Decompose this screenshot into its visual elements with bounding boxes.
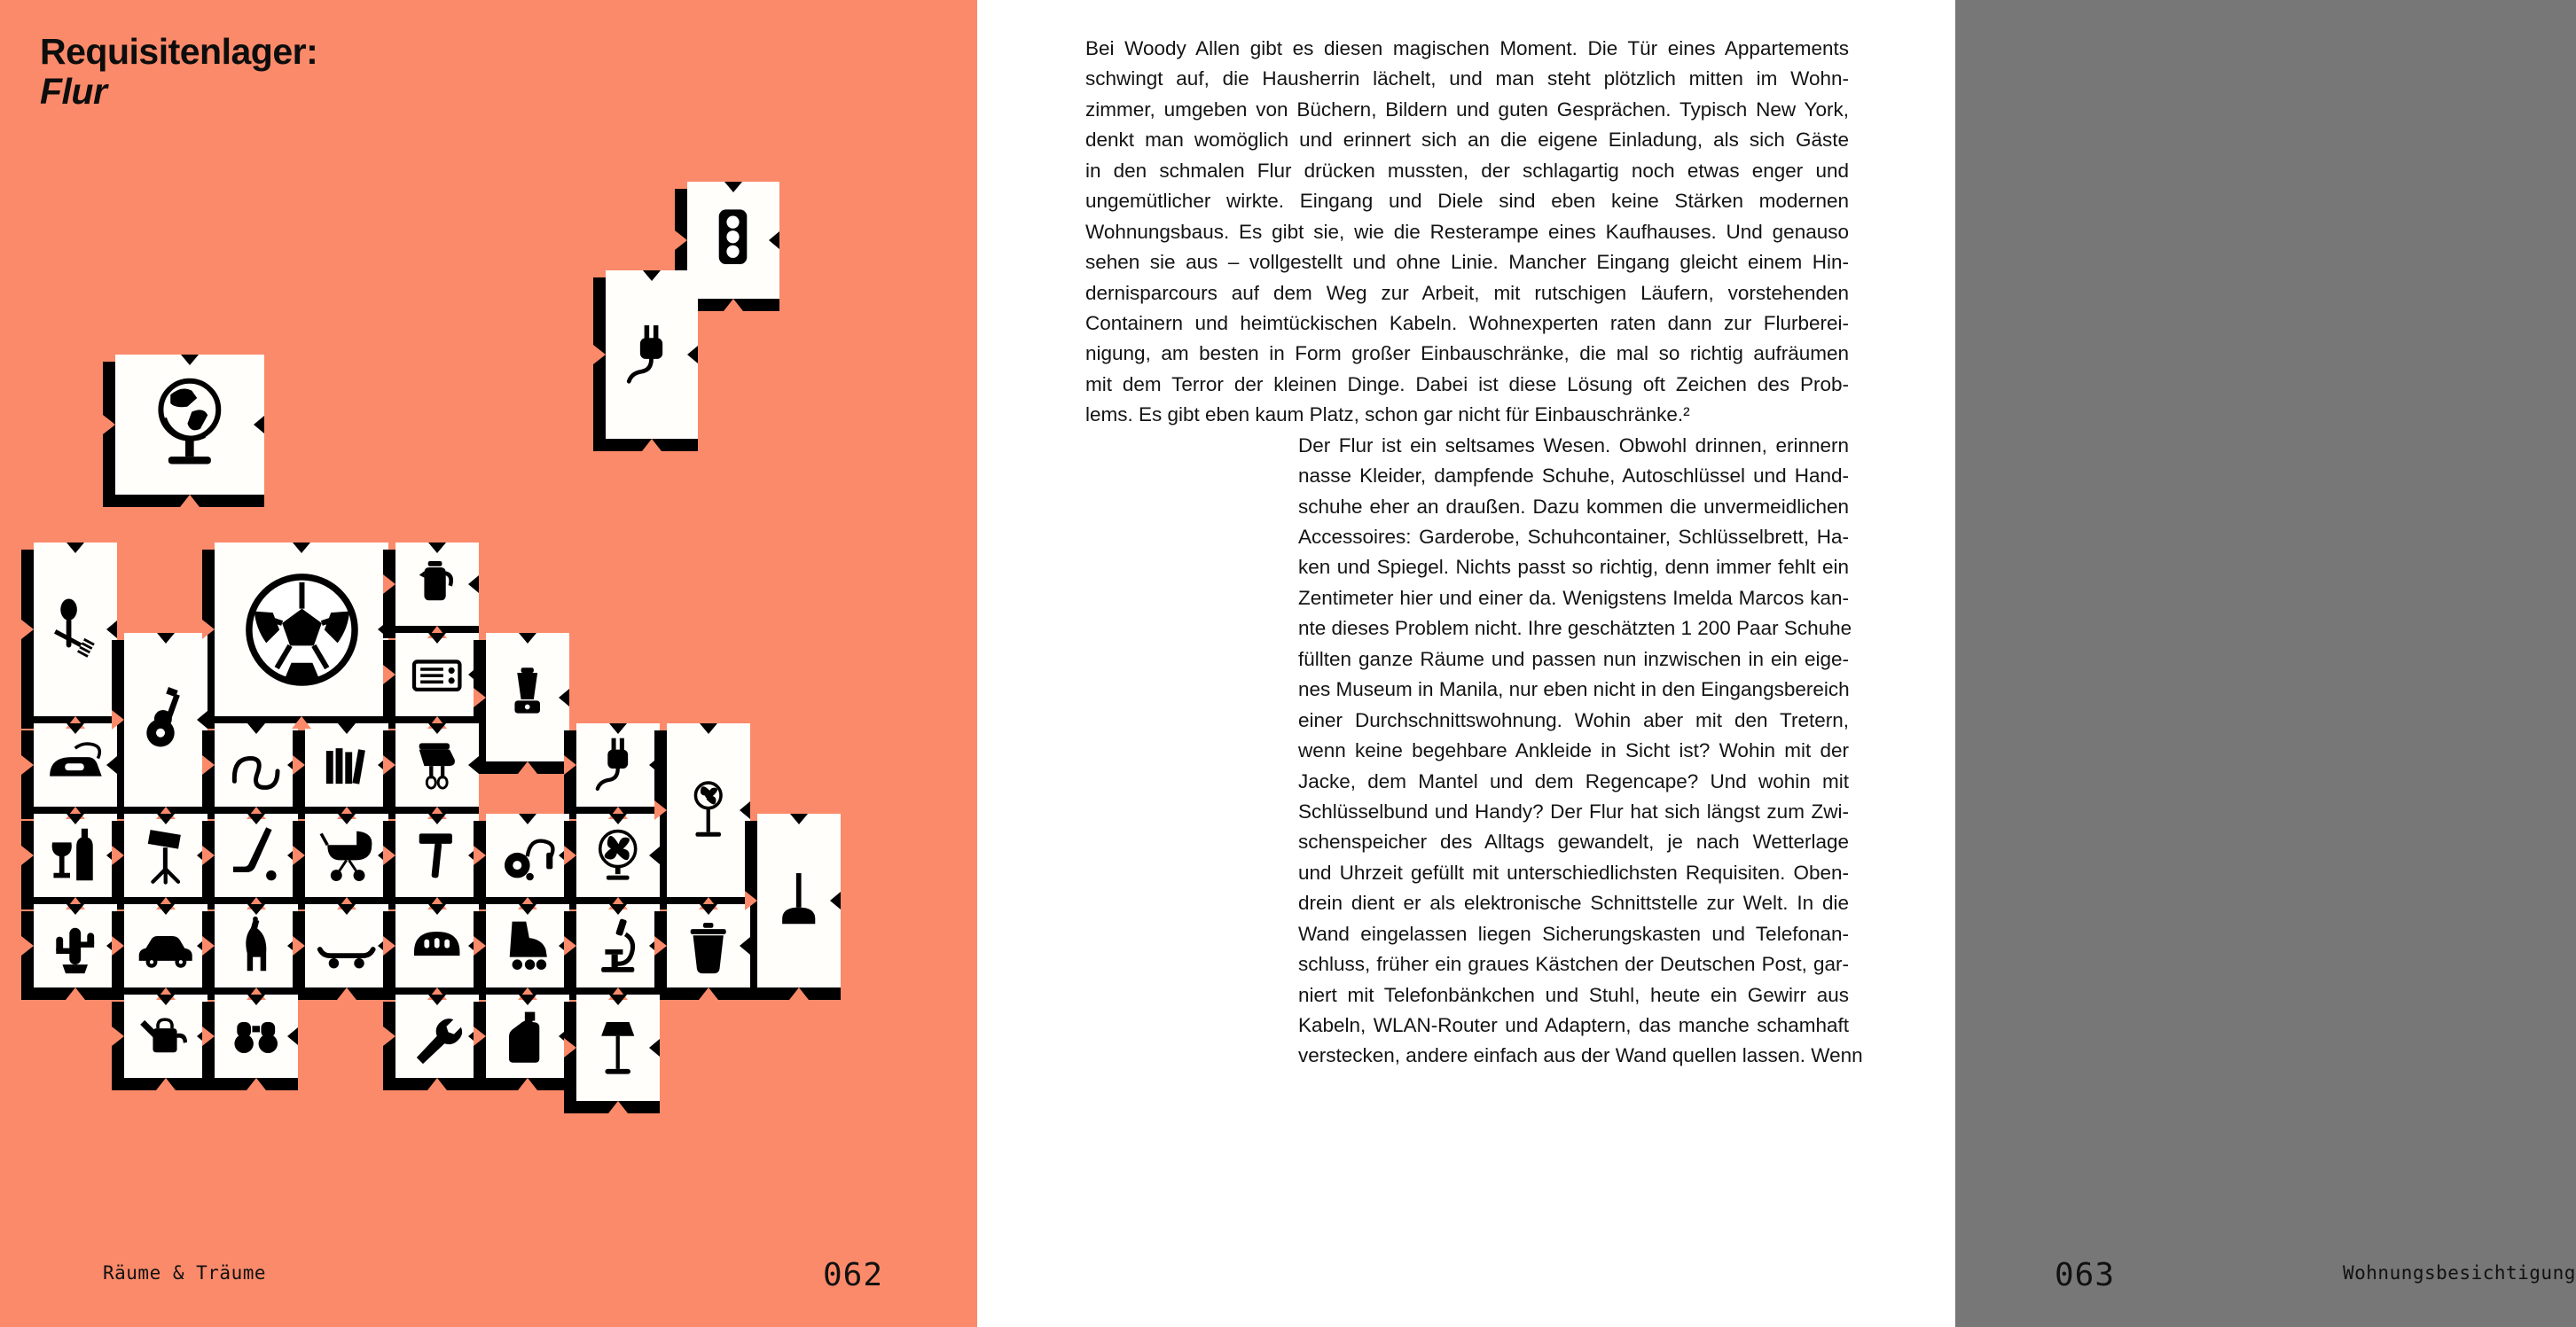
running-title-right: Wohnungsbesichtigung [2343, 1262, 2576, 1284]
text-line: wenn keine begehbare Ankleide in Sicht ist? Wohin mit der [1298, 739, 1849, 762]
vacuum-cleaner-icon [496, 824, 559, 886]
text-line: Accessoires: Garderobe, Schuhcontainer, Schlüsselbrett, Ha- [1298, 526, 1849, 548]
tile-notch [112, 710, 124, 730]
tile-notch [518, 761, 537, 774]
tile-notch [112, 846, 124, 865]
text-line: ungemütlicher wirkte. Eingang und Diele sind eben keine Stärken modernen [1085, 190, 1849, 213]
tile-notch [518, 1078, 537, 1090]
tile-notch [428, 814, 446, 824]
tile-notch [197, 711, 207, 729]
tile-notch [247, 1078, 266, 1090]
tile-notch [157, 633, 175, 644]
tile-notch [790, 814, 808, 824]
tile-notch [254, 416, 264, 433]
plunger-icon [767, 835, 830, 967]
tile-books [305, 723, 388, 807]
giraffe-icon [224, 914, 287, 977]
globe-icon [133, 371, 247, 478]
tile-notch [642, 439, 662, 451]
page-subtitle: Flur [40, 71, 107, 112]
tile-notch [292, 716, 311, 729]
tile-notch [247, 814, 265, 824]
text-line: zimmer, umgeben von Büchern, Bildern und guten Gesprächen. Typisch New York, [1085, 98, 1849, 121]
text-line: Bei Woody Allen gibt es diesen magischen Moment. Die Tür eines Appartements [1085, 37, 1849, 59]
tile-notch [67, 543, 84, 553]
tile-watering-can [124, 995, 207, 1078]
text-line: schluss, früher ein graues Kästchen der Deutschen Post, gar- [1298, 953, 1849, 976]
tile-notch [293, 936, 305, 956]
tile-giraffe [215, 904, 298, 987]
soccer-ball-icon [236, 564, 368, 696]
tile-notch [745, 891, 757, 910]
tile-toaster-oven [395, 633, 479, 716]
text-line: Wand eingelassen liegen Sicherungskasten und Telefonan- [1298, 922, 1849, 945]
binoculars-icon [224, 1004, 287, 1067]
tile-notch [383, 1026, 395, 1046]
tile-hockey-stick [215, 814, 298, 897]
tile-car [124, 904, 207, 987]
tile-notch [383, 574, 395, 594]
tile-traffic-light [687, 182, 779, 299]
tile-notch [564, 846, 576, 865]
tile-notch [609, 995, 627, 1005]
text-line: Kabeln, WLAN-Router und Adaptern, das manche schamhaft [1298, 1014, 1849, 1036]
tile-notch [468, 666, 479, 683]
text-line: schuhe eher an draußen. Dazu kommen die unvermeidlichen [1298, 495, 1849, 518]
skateboard-icon [315, 914, 378, 977]
hockey-stick-icon [224, 824, 287, 886]
tile-notch [675, 230, 687, 250]
text-line: schenspeicher des Alltags gewandelt, je nach Wetterlage [1298, 831, 1849, 854]
tile-notch [338, 814, 356, 824]
text-line: sehen sie aus – vollgestellt und ohne Linie. Mancher Eingang gleicht einem Hin- [1085, 251, 1849, 274]
toaster-oven-icon [405, 643, 468, 706]
page-number-left: 062 [823, 1257, 884, 1293]
tile-notch [649, 847, 660, 864]
tile-notch [564, 936, 576, 956]
tile-notch [202, 755, 215, 775]
tile-pedestal-fan [667, 723, 750, 897]
pedestal-fan-icon [677, 745, 740, 877]
tile-detergent-bottle [486, 995, 569, 1078]
tile-notch [157, 995, 175, 1005]
text-line: füllten ganze Räume und passen nun inzwischen in ein eige- [1298, 647, 1849, 670]
tile-notch [180, 495, 200, 507]
tile-notch [67, 814, 84, 824]
tile-notch [66, 987, 85, 1000]
microscope-icon [586, 914, 649, 977]
tile-notch [608, 1101, 628, 1113]
tile-power-plug [606, 270, 698, 439]
page-number-right: 063 [2055, 1257, 2116, 1293]
hammer-icon [405, 824, 468, 886]
page-title: Requisitenlager: [40, 31, 318, 72]
tile-soccer-ball [215, 543, 388, 716]
tile-notch [287, 1027, 298, 1045]
tile-notch [21, 846, 34, 865]
tile-notch [643, 270, 661, 281]
text-line: drein dient er als elektronische Schnittstelle zur Welt. In die [1298, 892, 1849, 915]
text-line: nte dieses Problem nicht. Ihre geschätzten 1 200 Paar Schuhe [1298, 617, 1852, 640]
tile-notch [103, 415, 115, 434]
cactus-icon [43, 914, 106, 977]
tile-notch [609, 723, 627, 734]
tile-notch [247, 723, 265, 734]
tile-notch [181, 355, 199, 365]
iron-icon [43, 733, 106, 796]
tile-notch [21, 755, 34, 775]
books-icon [315, 733, 378, 796]
paragraph-2 [1085, 431, 1863, 1072]
tile-notch [293, 755, 305, 775]
tile-notch [383, 755, 395, 775]
blender-icon [496, 648, 559, 745]
running-title-left: Räume & Träume [103, 1262, 267, 1284]
tile-notch [468, 575, 479, 593]
stroller-icon [315, 824, 378, 886]
roller-skate-icon [496, 914, 559, 977]
guitar-icon [134, 654, 197, 786]
paragraph-1 [1085, 34, 1849, 431]
tile-notch [700, 904, 717, 915]
tile-microscope [576, 904, 660, 987]
wine-icon [43, 824, 106, 886]
tile-cable [215, 723, 298, 807]
trash-can-icon [677, 914, 740, 977]
car-icon [134, 914, 197, 977]
tile-notch [654, 936, 667, 956]
power-plug-icon [586, 733, 649, 796]
text-line: niert mit Telefonbänkchen und Stuhl, heute ein Gewirr aus [1298, 983, 1849, 1006]
tile-notch [700, 723, 717, 734]
tile-notch [67, 723, 84, 734]
tile-notch [769, 231, 779, 249]
tile-stroller [305, 814, 388, 897]
text-line: einer Durchschnittswohnung. Wohin aber mit den Tretern, [1298, 708, 1849, 731]
desk-fan-icon [586, 824, 649, 886]
tile-notch [789, 987, 809, 1000]
text-line: schwingt auf, die Hausherrin lächelt, und man steht plötzlich mitten im Wohn- [1085, 67, 1849, 90]
tile-notch [157, 904, 175, 915]
text-line: ken und Spiegel. Nichts passt so richtig, denn immer fehlt ein [1298, 556, 1849, 579]
tile-notch [247, 995, 265, 1005]
text-line: in den schmalen Flur drücken mussten, der schlagartig noch etwas enger und [1085, 159, 1849, 182]
tile-desk-fan [576, 814, 660, 897]
tile-notch [202, 620, 215, 639]
tile-notch [383, 936, 395, 956]
text-line: Der Flur ist ein seltsames Wesen. Obwohl drinnen, erinnern [1298, 433, 1849, 457]
tile-notch [427, 1078, 447, 1090]
tile-plunger [757, 814, 841, 987]
tile-notch [202, 846, 215, 865]
tile-notch [474, 846, 486, 865]
text-line: verstecken, andere einfach aus der Wand quellen lassen. Wenn [1298, 1044, 1863, 1067]
tile-notch [428, 543, 446, 553]
tile-notch [649, 1039, 660, 1057]
tile-notch [428, 723, 446, 734]
tile-notch [609, 904, 627, 915]
power-plug-icon [616, 291, 686, 418]
text-line: dernisparcours auf dem Weg zur Arbeit, mit rutschigen Läufern, vorstehenden [1085, 281, 1849, 304]
tile-kettle [395, 543, 479, 626]
tile-notch [649, 756, 660, 774]
tile-notch [468, 756, 479, 774]
floor-lamp-icon [586, 1007, 649, 1088]
tile-guitar [124, 633, 207, 807]
watering-can-icon [134, 1004, 197, 1067]
tile-notch [519, 633, 536, 644]
wrench-icon [405, 1004, 468, 1067]
tile-notch [740, 801, 750, 819]
tile-blender [486, 633, 569, 761]
tile-notch [428, 633, 446, 644]
tile-notch [740, 937, 750, 955]
tile-notch [564, 1038, 576, 1058]
tile-iron [34, 723, 117, 807]
text-line: Jacke, dem Mantel und dem Regencape? Und wohin mit [1298, 769, 1849, 792]
tile-notch [293, 846, 305, 865]
detergent-bottle-icon [496, 1004, 559, 1067]
tile-notch [654, 800, 667, 820]
tile-notch [609, 814, 627, 824]
tile-notch [724, 182, 742, 192]
tile-cactus [34, 904, 117, 987]
cutlery-icon [43, 564, 106, 696]
tile-notch [106, 621, 117, 638]
tile-hand-mixer [395, 723, 479, 807]
tile-notch [559, 689, 569, 706]
chapter-title-block [40, 32, 317, 112]
body-text [1085, 34, 1863, 1072]
tile-cutlery [34, 543, 117, 716]
tile-notch [687, 346, 698, 363]
tile-notch [378, 621, 388, 638]
tile-notch [383, 665, 395, 684]
text-line: Schlüsselbund und Handy? Der Flur hat sich längst zum Zwi- [1298, 800, 1849, 823]
tile-notch [474, 1026, 486, 1046]
tile-notch [724, 299, 743, 311]
tile-globe [115, 355, 264, 495]
helmet-icon [405, 914, 468, 977]
tile-notch [519, 904, 536, 915]
tile-notch [21, 620, 34, 639]
text-line: Containern und heimtückischen Kabeln. Wohnexperten raten dann zur Flurberei- [1085, 311, 1849, 334]
tile-notch [474, 936, 486, 956]
tile-notch [112, 936, 124, 956]
tile-helmet [395, 904, 479, 987]
tile-notch [293, 543, 310, 553]
cable-icon [224, 733, 287, 796]
left-page [0, 0, 977, 1327]
tile-floor-lamp [576, 995, 660, 1101]
tile-notch [21, 936, 34, 956]
tile-notch [428, 904, 446, 915]
text-line: lems. Es gibt eben kaum Platz, schon gar nicht für Einbauschränke.² [1085, 403, 1690, 426]
tile-vacuum-cleaner [486, 814, 569, 897]
tile-roller-skate [486, 904, 569, 987]
tile-skateboard [305, 904, 388, 987]
text-line: nes Museum in Manila, nur eben nicht in den Eingangsbereich [1298, 678, 1850, 701]
tile-notch [157, 814, 175, 824]
tile-notch [383, 846, 395, 865]
hand-mixer-icon [405, 733, 468, 796]
tile-notch [106, 756, 117, 774]
tile-notch [830, 892, 841, 909]
text-line: denkt man womöglich und erinnert sich an die eigene Einladung, als sich Gäste [1085, 129, 1849, 152]
text-line: nasse Kleider, dampfende Schuhe, Autoschlüssel und Hand- [1298, 464, 1849, 488]
tile-hammer [395, 814, 479, 897]
right-page [977, 0, 2576, 1327]
tile-notch [519, 814, 536, 824]
text-line: Zentimeter hier und einer da. Wenigstens Imelda Marcos kan- [1298, 586, 1849, 609]
tile-music-stand [124, 814, 207, 897]
tile-notch [337, 987, 356, 1000]
tile-notch [156, 1078, 176, 1090]
tile-notch [338, 904, 356, 915]
tile-notch [67, 904, 84, 915]
text-line: Wohnungsbaus. Es gibt sie, wie die Resterampe eines Kaufhauses. Und genauso [1085, 220, 1849, 243]
tile-notch [202, 936, 215, 956]
text-line: und Uhrzeit gefüllt mit unterschiedlichsten Requisiten. Oben- [1298, 861, 1849, 884]
text-line: nigung, am besten in Form großer Einbauschränke, die mal so richtig aufräumen [1085, 342, 1849, 365]
tile-notch [202, 1026, 215, 1046]
tile-binoculars [215, 995, 298, 1078]
tile-notch [519, 995, 536, 1005]
tile-power-plug [576, 723, 660, 807]
tile-notch [474, 688, 486, 707]
music-stand-icon [134, 824, 197, 886]
tile-wine [34, 814, 117, 897]
tile-notch [112, 1026, 124, 1046]
tile-notch [564, 755, 576, 775]
tile-notch [247, 904, 265, 915]
text-line: mit dem Terror der kleinen Dinge. Dabei ist diese Lösung oft Zeichen des Prob- [1085, 372, 1849, 395]
tile-notch [593, 345, 606, 364]
tile-notch [699, 987, 718, 1000]
tile-notch [338, 723, 356, 734]
tile-notch [428, 995, 446, 1005]
traffic-light-icon [698, 196, 768, 285]
kettle-icon [405, 552, 468, 615]
tile-trash-can [667, 904, 750, 987]
tile-wrench [395, 995, 479, 1078]
